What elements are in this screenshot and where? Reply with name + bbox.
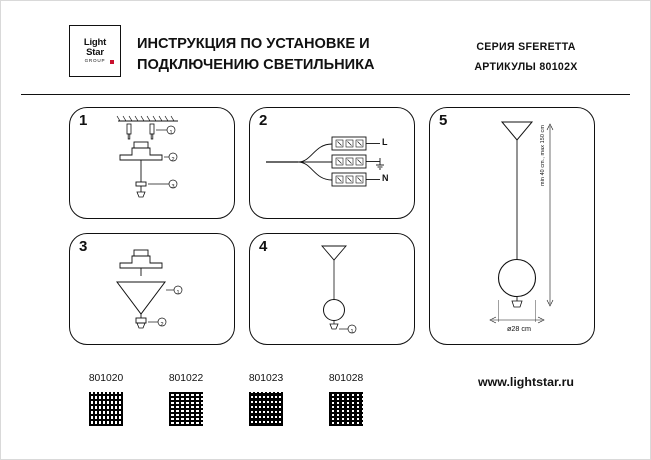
article-code-item-2	[149, 373, 223, 428]
article-code-label-1: 801020	[88, 373, 124, 384]
article-code-label-2: 801022	[168, 373, 204, 384]
qr-code-4	[327, 390, 365, 428]
step-number-5: 5	[439, 112, 448, 129]
step-1-callout-3: 3	[171, 184, 175, 190]
step-panel-3	[69, 233, 235, 345]
step-5-diagram	[430, 108, 596, 346]
page-title-line-2: ПОДКЛЮЧЕНИЮ СВЕТИЛЬНИКА	[137, 57, 375, 74]
article-code-item-3	[229, 373, 303, 428]
step-1-callout-1: 1	[169, 130, 173, 136]
step-panel-1	[69, 107, 235, 219]
series-info	[431, 37, 621, 77]
step-number-4: 4	[259, 238, 268, 255]
page-title-line-1: ИНСТРУКЦИЯ ПО УСТАНОВКЕ И	[137, 36, 370, 52]
article-code-item-1	[69, 373, 143, 428]
step-4-diagram	[250, 234, 416, 346]
logo-text-star: Star	[86, 46, 104, 58]
logo-text-group: GROUP	[84, 58, 106, 64]
website-link[interactable]: www.lightstar.ru	[478, 375, 574, 389]
step-2-diagram	[250, 108, 416, 220]
step-panel-4	[249, 233, 415, 345]
step-panel-5	[429, 107, 595, 345]
qr-code-3	[247, 390, 285, 428]
step-number-1: 1	[79, 112, 88, 129]
brand-logo	[69, 25, 121, 77]
logo-accent-dot	[110, 60, 114, 64]
article-code-label-3: 801023	[248, 373, 284, 384]
article-code-item-4	[309, 373, 383, 428]
step-1-diagram	[70, 108, 236, 220]
step-3-callout-2: 2	[160, 322, 164, 328]
step-3-callout-1: 1	[176, 290, 180, 296]
step-3-diagram	[70, 234, 236, 346]
step-number-3: 3	[79, 238, 88, 255]
step-2-terminal-n: N	[382, 173, 389, 183]
qr-code-2	[167, 390, 205, 428]
step-5-diameter-label: ø28 cm	[507, 324, 531, 333]
step-5-height-label: min 40 cm., max 150 cm	[540, 125, 546, 186]
step-2-terminal-l: L	[382, 137, 388, 147]
step-1-callout-2: 2	[171, 157, 175, 163]
series-label: СЕРИЯ SFERETTA	[476, 41, 576, 53]
article-label: АРТИКУЛЫ 80102X	[474, 61, 578, 74]
step-4-callout-1: 1	[350, 329, 354, 335]
step-number-2: 2	[259, 112, 268, 129]
qr-code-1	[87, 390, 125, 428]
header-divider	[21, 94, 630, 95]
step-panel-2	[249, 107, 415, 219]
page-title	[137, 34, 427, 76]
logo-text-light: Light	[83, 37, 107, 49]
article-code-label-4: 801028	[328, 373, 364, 384]
article-code-list	[69, 373, 389, 443]
